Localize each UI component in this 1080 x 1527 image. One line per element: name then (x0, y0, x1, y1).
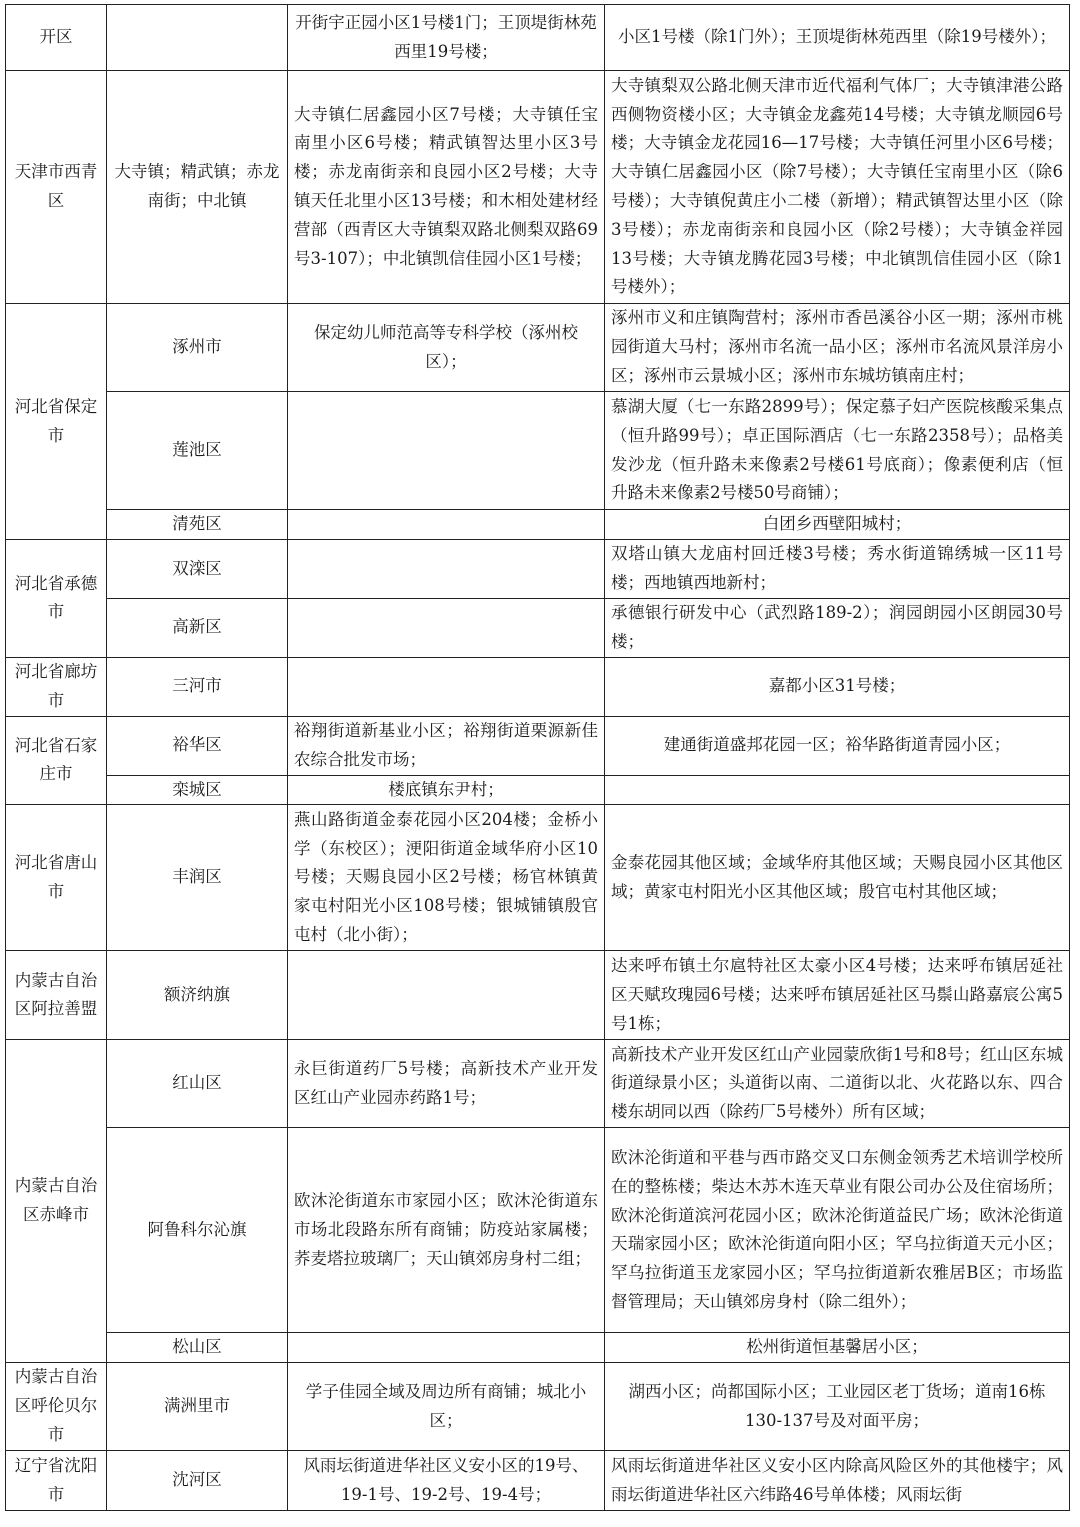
district-cell: 三河市 (107, 657, 288, 716)
table-row (6, 510, 1070, 540)
table-row (6, 1333, 1070, 1363)
high-risk-cell: 裕翔街道新基业小区；裕翔街道栗源新佳农综合批发市场； (288, 716, 605, 775)
table-row (6, 392, 1070, 510)
high-risk-cell: 保定幼儿师范高等专科学校（涿州校区）； (288, 304, 605, 392)
district-cell: 栾城区 (107, 775, 288, 805)
table-row (6, 71, 1070, 304)
district-cell (107, 5, 288, 71)
district-cell: 高新区 (107, 599, 288, 658)
table-row (6, 1363, 1070, 1451)
medium-risk-cell: 欧沐沦街道和平巷与西市路交叉口东侧金领秀艺术培训学校所在的整栋楼；柴达木苏木连天草业有限公司办公及住宿场所；欧沐沦街道滨河花园小区；欧沐沦街道益民广场；欧沐沦街道天瑞家园小区；欧沐沦街道向阳小区；罕乌拉街道天元小区；罕乌拉街道玉龙家园小区；罕乌拉街道新农雅居B区；市场监督管理局；天山镇郊房身村（除二组外）； (605, 1128, 1070, 1333)
high-risk-cell: 欧沐沦街道东市家园小区；欧沐沦街道东市场北段路东所有商铺；防疫站家属楼；荞麦塔拉玻璃厂；天山镇郊房身村二组； (288, 1128, 605, 1333)
district-cell: 阿鲁科尔沁旗 (107, 1128, 288, 1333)
district-cell: 红山区 (107, 1040, 288, 1128)
medium-risk-cell: 大寺镇梨双公路北侧天津市近代福利气体厂；大寺镇津港公路西侧物资楼小区；大寺镇金龙鑫苑14号楼；大寺镇龙顺园6号楼；大寺镇金龙花园16—17号楼；大寺镇任河里小区6号楼；大寺镇仁居鑫园小区（除7号楼）；大寺镇任宝南里小区（除6号楼）；大寺镇倪黄庄小二楼（新增）；精武镇智达里小区（除3号楼）；赤龙南街亲和良园小区（除2号楼）；大寺镇金祥园13号楼；大寺镇龙腾花园3号楼；中北镇凯信佳园小区（除1号楼外）； (605, 71, 1070, 304)
high-risk-cell (288, 540, 605, 599)
table-row (6, 599, 1070, 658)
district-cell: 沈河区 (107, 1451, 288, 1511)
district-cell: 丰润区 (107, 805, 288, 951)
table-row (6, 1451, 1070, 1511)
province-cell: 天津市西青区 (6, 71, 107, 304)
district-cell: 满洲里市 (107, 1363, 288, 1451)
medium-risk-cell: 承德银行研发中心（武烈路189-2）；润园朗园小区朗园30号楼； (605, 599, 1070, 658)
district-cell: 涿州市 (107, 304, 288, 392)
table-row (6, 304, 1070, 392)
province-cell: 河北省石家庄市 (6, 716, 107, 805)
medium-risk-cell: 金泰花园其他区域；金域华府其他区域；天赐良园小区其他区域；黄家屯村阳光小区其他区域；殷官屯村其他区域； (605, 805, 1070, 951)
medium-risk-cell: 白团乡西壁阳城村； (605, 510, 1070, 540)
high-risk-cell (288, 951, 605, 1040)
table-row (6, 540, 1070, 599)
medium-risk-cell: 慕湖大厦（七一东路2899号）；保定慕子妇产医院核酸采集点（恒升路99号）；卓正国际酒店（七一东路2358号）；品格美发沙龙（恒升路未来像素2号楼61号底商）；像素便利店（恒升路未来像素2号楼50号商铺）； (605, 392, 1070, 510)
district-cell: 清苑区 (107, 510, 288, 540)
province-cell: 河北省廊坊市 (6, 657, 107, 716)
high-risk-cell: 开街宇正园小区1号楼1门；王顶堤街林苑西里19号楼； (288, 5, 605, 71)
high-risk-cell (288, 510, 605, 540)
province-cell: 河北省唐山市 (6, 805, 107, 951)
province-cell: 河北省保定市 (6, 304, 107, 540)
high-risk-cell: 学子佳园全域及周边所有商铺；城北小区； (288, 1363, 605, 1451)
high-risk-cell: 大寺镇仁居鑫园小区7号楼；大寺镇任宝南里小区6号楼；精武镇智达里小区3号楼；赤龙南街亲和良园小区2号楼；大寺镇天任北里小区13号楼；和木相处建材经营部（西青区大寺镇梨双路北侧梨双路69号3-107）；中北镇凯信佳园小区1号楼； (288, 71, 605, 304)
high-risk-cell: 燕山路街道金泰花园小区204楼；金桥小学（东校区）；浭阳街道金域华府小区10号楼；天赐良园小区2号楼；杨官林镇黄家屯村阳光小区108号楼；银城铺镇殷官屯村（北小街）； (288, 805, 605, 951)
district-cell: 双滦区 (107, 540, 288, 599)
high-risk-cell: 永巨街道药厂5号楼；高新技术产业开发区红山产业园赤药路1号； (288, 1040, 605, 1128)
table-row (6, 775, 1070, 805)
province-cell: 开区 (6, 5, 107, 71)
high-risk-cell (288, 599, 605, 658)
medium-risk-cell: 双塔山镇大龙庙村回迁楼3号楼；秀水街道锦绣城一区11号楼；西地镇西地新村； (605, 540, 1070, 599)
table-row (6, 657, 1070, 716)
district-cell: 松山区 (107, 1333, 288, 1363)
table-row (6, 1040, 1070, 1128)
medium-risk-cell: 高新技术产业开发区红山产业园蒙欣街1号和8号；红山区东城街道绿景小区；头道街以南、二道街以北、火花路以东、四合楼东胡同以西（除药厂5号楼外）所有区域； (605, 1040, 1070, 1128)
province-cell: 河北省承德市 (6, 540, 107, 658)
province-cell: 内蒙古自治区阿拉善盟 (6, 951, 107, 1040)
district-cell: 大寺镇；精武镇；赤龙南街；中北镇 (107, 71, 288, 304)
high-risk-cell (288, 392, 605, 510)
table-row (6, 951, 1070, 1040)
risk-area-table (5, 4, 1070, 1511)
medium-risk-cell: 湖西小区；尚都国际小区；工业园区老丁货场；道南16栋130-137号及对面平房； (605, 1363, 1070, 1451)
province-cell: 内蒙古自治区赤峰市 (6, 1040, 107, 1363)
medium-risk-cell: 松州街道恒基馨居小区； (605, 1333, 1070, 1363)
medium-risk-cell: 涿州市义和庄镇陶营村；涿州市香邑溪谷小区一期；涿州市桃园街道大马村；涿州市名流一品小区；涿州市名流风景洋房小区；涿州市云景城小区；涿州市东城坊镇南庄村； (605, 304, 1070, 392)
high-risk-cell: 楼底镇东尹村； (288, 775, 605, 805)
high-risk-cell (288, 1333, 605, 1363)
medium-risk-cell: 风雨坛街道进华社区义安小区内除高风险区外的其他楼宇；风雨坛街道进华社区六纬路46号单体楼；风雨坛街 (605, 1451, 1070, 1511)
medium-risk-cell (605, 775, 1070, 805)
table-row (6, 716, 1070, 775)
province-cell: 内蒙古自治区呼伦贝尔市 (6, 1363, 107, 1451)
medium-risk-cell: 达来呼布镇土尔扈特社区太豪小区4号楼；达来呼布镇居延社区天赋玫瑰园6号楼；达来呼布镇居延社区马鬃山路嘉宸公寓5号1栋； (605, 951, 1070, 1040)
high-risk-cell: 风雨坛街道进华社区义安小区的19号、19-1号、19-2号、19-4号； (288, 1451, 605, 1511)
district-cell: 裕华区 (107, 716, 288, 775)
district-cell: 莲池区 (107, 392, 288, 510)
high-risk-cell (288, 657, 605, 716)
table-row (6, 1128, 1070, 1333)
table-row (6, 5, 1070, 71)
medium-risk-cell: 建通街道盛邦花园一区；裕华路街道青园小区； (605, 716, 1070, 775)
medium-risk-cell: 嘉都小区31号楼； (605, 657, 1070, 716)
table-row (6, 805, 1070, 951)
medium-risk-cell: 小区1号楼（除1门外）；王顶堤街林苑西里（除19号楼外）； (605, 5, 1070, 71)
province-cell: 辽宁省沈阳市 (6, 1451, 107, 1511)
district-cell: 额济纳旗 (107, 951, 288, 1040)
